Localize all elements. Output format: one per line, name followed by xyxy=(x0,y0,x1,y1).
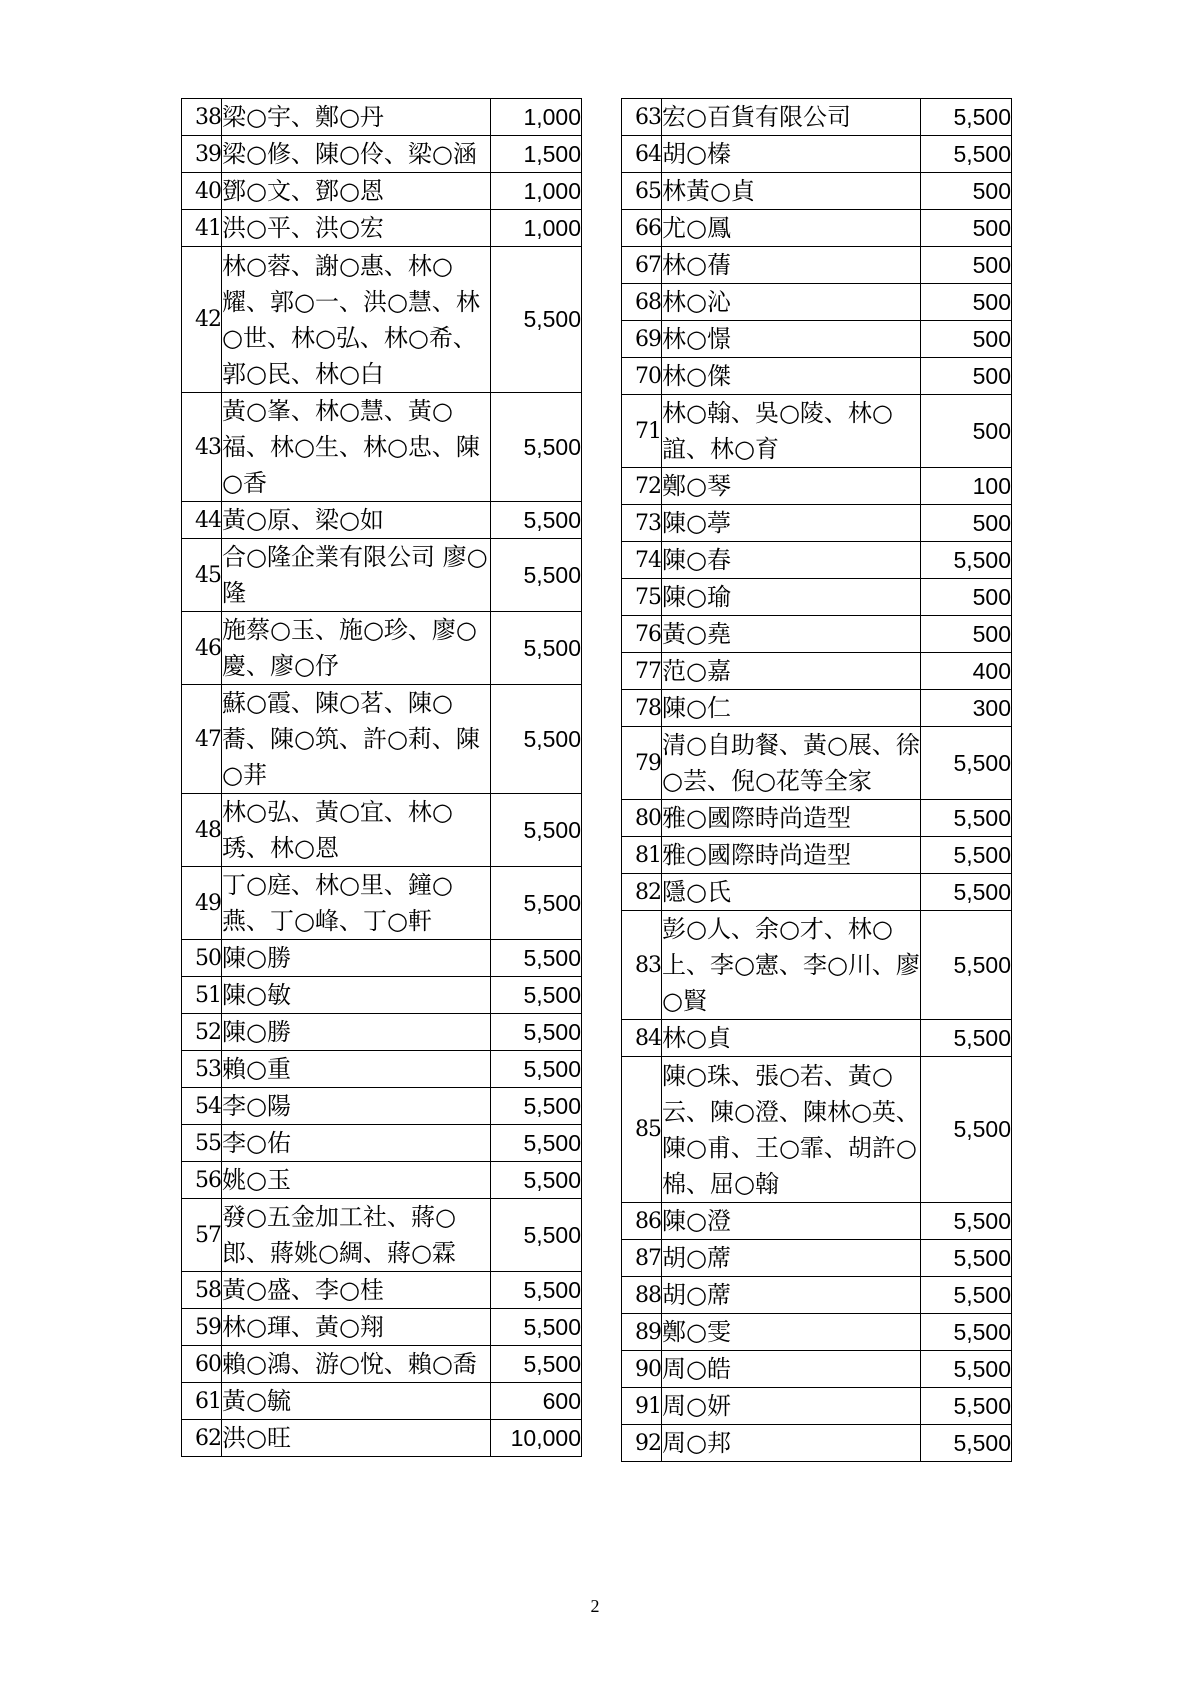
donor-name: 洪○旺 xyxy=(222,1420,491,1457)
row-number: 42 xyxy=(182,247,222,393)
table-row xyxy=(622,468,1012,505)
donor-name: 蘇○霞、陳○茗、陳○蕎、陳○筑、許○莉、陳○荓 xyxy=(222,685,491,794)
donor-name: 陳○珠、張○若、黃○云、陳○澄、陳林○英、陳○甫、王○霏、胡許○棉、屈○翰 xyxy=(662,1057,921,1203)
table-row xyxy=(622,837,1012,874)
donation-amount: 5,500 xyxy=(921,727,1012,800)
table-row xyxy=(182,1088,582,1125)
donation-amount: 5,500 xyxy=(491,502,582,539)
donation-amount: 5,500 xyxy=(921,1203,1012,1240)
row-number: 48 xyxy=(182,794,222,867)
row-number: 69 xyxy=(622,321,662,358)
donation-amount: 5,500 xyxy=(921,1240,1012,1277)
donation-amount: 5,500 xyxy=(921,1314,1012,1351)
donor-name: 李○陽 xyxy=(222,1088,491,1125)
table-row xyxy=(182,940,582,977)
row-number: 76 xyxy=(622,616,662,653)
table-row xyxy=(182,210,582,247)
row-number: 41 xyxy=(182,210,222,247)
donation-amount: 5,500 xyxy=(491,539,582,612)
donation-amount: 5,500 xyxy=(491,1199,582,1272)
donation-amount: 500 xyxy=(921,321,1012,358)
table-row xyxy=(182,977,582,1014)
table-row xyxy=(182,685,582,794)
donation-amount: 5,500 xyxy=(921,136,1012,173)
row-number: 54 xyxy=(182,1088,222,1125)
table-row xyxy=(622,358,1012,395)
donor-name: 陳○勝 xyxy=(222,940,491,977)
row-number: 67 xyxy=(622,247,662,284)
table-row xyxy=(622,284,1012,321)
row-number: 78 xyxy=(622,690,662,727)
row-number: 87 xyxy=(622,1240,662,1277)
table-row xyxy=(622,690,1012,727)
row-number: 75 xyxy=(622,579,662,616)
donor-table-left-body xyxy=(182,99,582,1457)
donor-name: 林○翰、吳○陵、林○誼、林○育 xyxy=(662,395,921,468)
row-number: 66 xyxy=(622,210,662,247)
row-number: 92 xyxy=(622,1425,662,1462)
table-row xyxy=(622,1203,1012,1240)
donor-name: 黃○原、梁○如 xyxy=(222,502,491,539)
donation-amount: 5,500 xyxy=(491,247,582,393)
donation-amount: 500 xyxy=(921,173,1012,210)
row-number: 47 xyxy=(182,685,222,794)
donation-amount: 5,500 xyxy=(921,1057,1012,1203)
table-row xyxy=(182,1420,582,1457)
table-row xyxy=(182,1051,582,1088)
donor-name: 林○傑 xyxy=(662,358,921,395)
donation-amount: 300 xyxy=(921,690,1012,727)
donor-name: 周○皓 xyxy=(662,1351,921,1388)
table-row xyxy=(622,727,1012,800)
row-number: 57 xyxy=(182,1199,222,1272)
table-row xyxy=(182,1346,582,1383)
row-number: 65 xyxy=(622,173,662,210)
donor-name: 丁○庭、林○里、鐘○燕、丁○峰、丁○軒 xyxy=(222,867,491,940)
table-row xyxy=(182,1309,582,1346)
donation-amount: 500 xyxy=(921,284,1012,321)
row-number: 45 xyxy=(182,539,222,612)
donation-amount: 5,500 xyxy=(491,794,582,867)
row-number: 43 xyxy=(182,393,222,502)
donor-name: 胡○蓆 xyxy=(662,1240,921,1277)
page-number: 2 xyxy=(590,1596,600,1616)
donation-amount: 1,000 xyxy=(491,99,582,136)
donor-name: 陳○澄 xyxy=(662,1203,921,1240)
donor-name: 陳○瑜 xyxy=(662,579,921,616)
row-number: 51 xyxy=(182,977,222,1014)
donor-name: 黃○峯、林○慧、黃○福、林○生、林○忠、陳○香 xyxy=(222,393,491,502)
donor-name: 施蔡○玉、施○珍、廖○慶、廖○伃 xyxy=(222,612,491,685)
row-number: 70 xyxy=(622,358,662,395)
donor-name: 林○蒨 xyxy=(662,247,921,284)
table-row xyxy=(182,1383,582,1420)
donation-amount: 5,500 xyxy=(491,1162,582,1199)
donor-name: 梁○宇、鄭○丹 xyxy=(222,99,491,136)
row-number: 53 xyxy=(182,1051,222,1088)
donor-name: 陳○葶 xyxy=(662,505,921,542)
donor-name: 黃○堯 xyxy=(662,616,921,653)
table-row xyxy=(622,395,1012,468)
donation-amount: 5,500 xyxy=(491,1014,582,1051)
donor-name: 李○佑 xyxy=(222,1125,491,1162)
row-number: 59 xyxy=(182,1309,222,1346)
donor-name: 鄭○雯 xyxy=(662,1314,921,1351)
table-row xyxy=(182,1162,582,1199)
donor-name: 尤○鳳 xyxy=(662,210,921,247)
donation-amount: 5,500 xyxy=(921,1351,1012,1388)
table-row xyxy=(622,653,1012,690)
donor-name: 林○弘、黃○宜、林○琇、林○恩 xyxy=(222,794,491,867)
row-number: 64 xyxy=(622,136,662,173)
donor-name: 彭○人、余○才、林○上、李○憲、李○川、廖○賢 xyxy=(662,911,921,1020)
table-row xyxy=(622,1314,1012,1351)
row-number: 49 xyxy=(182,867,222,940)
donor-name: 發○五金加工社、蔣○郎、蔣姚○綢、蔣○霖 xyxy=(222,1199,491,1272)
row-number: 56 xyxy=(182,1162,222,1199)
donor-name: 鄭○琴 xyxy=(662,468,921,505)
table-row xyxy=(622,1425,1012,1462)
donor-name: 胡○榛 xyxy=(662,136,921,173)
donation-amount: 5,500 xyxy=(921,542,1012,579)
table-row xyxy=(182,612,582,685)
table-row xyxy=(622,210,1012,247)
table-row xyxy=(182,1014,582,1051)
donation-amount: 5,500 xyxy=(491,1088,582,1125)
table-row xyxy=(182,247,582,393)
donor-table-left xyxy=(181,98,582,1457)
row-number: 38 xyxy=(182,99,222,136)
donor-name: 陳○春 xyxy=(662,542,921,579)
table-row xyxy=(622,1351,1012,1388)
row-number: 44 xyxy=(182,502,222,539)
donation-amount: 5,500 xyxy=(491,940,582,977)
row-number: 83 xyxy=(622,911,662,1020)
table-row xyxy=(182,794,582,867)
donation-amount: 1,000 xyxy=(491,210,582,247)
donor-name: 林○憬 xyxy=(662,321,921,358)
table-row xyxy=(622,99,1012,136)
row-number: 71 xyxy=(622,395,662,468)
table-row xyxy=(182,539,582,612)
donor-name: 范○嘉 xyxy=(662,653,921,690)
row-number: 86 xyxy=(622,1203,662,1240)
row-number: 81 xyxy=(622,837,662,874)
row-number: 63 xyxy=(622,99,662,136)
donation-amount: 5,500 xyxy=(921,1388,1012,1425)
table-row xyxy=(622,136,1012,173)
donor-name: 姚○玉 xyxy=(222,1162,491,1199)
table-row xyxy=(622,911,1012,1020)
table-row xyxy=(622,542,1012,579)
donation-amount: 1,000 xyxy=(491,173,582,210)
row-number: 88 xyxy=(622,1277,662,1314)
donor-name: 陳○仁 xyxy=(662,690,921,727)
table-row xyxy=(182,136,582,173)
row-number: 91 xyxy=(622,1388,662,1425)
donation-amount: 5,500 xyxy=(921,911,1012,1020)
donation-amount: 5,500 xyxy=(921,800,1012,837)
donor-name: 林○蓉、謝○惠、林○耀、郭○一、洪○慧、林○世、林○弘、林○希、郭○民、林○白 xyxy=(222,247,491,393)
table-row xyxy=(622,1277,1012,1314)
donation-amount: 5,500 xyxy=(491,1125,582,1162)
table-row xyxy=(622,505,1012,542)
row-number: 58 xyxy=(182,1272,222,1309)
table-row xyxy=(182,502,582,539)
row-number: 55 xyxy=(182,1125,222,1162)
donation-amount: 10,000 xyxy=(491,1420,582,1457)
donation-amount: 5,500 xyxy=(491,1272,582,1309)
donation-amount: 1,500 xyxy=(491,136,582,173)
donation-amount: 5,500 xyxy=(491,1051,582,1088)
donor-name: 林○琿、黃○翔 xyxy=(222,1309,491,1346)
donation-amount: 5,500 xyxy=(491,685,582,794)
donation-amount: 500 xyxy=(921,247,1012,284)
donor-table-right xyxy=(621,98,1012,1462)
table-row xyxy=(182,1125,582,1162)
donation-amount: 5,500 xyxy=(921,837,1012,874)
row-number: 90 xyxy=(622,1351,662,1388)
donation-amount: 5,500 xyxy=(491,867,582,940)
donation-amount: 500 xyxy=(921,505,1012,542)
donation-amount: 5,500 xyxy=(491,1346,582,1383)
row-number: 79 xyxy=(622,727,662,800)
donor-name: 胡○蓆 xyxy=(662,1277,921,1314)
donor-name: 周○邦 xyxy=(662,1425,921,1462)
row-number: 62 xyxy=(182,1420,222,1457)
donor-name: 黃○毓 xyxy=(222,1383,491,1420)
row-number: 73 xyxy=(622,505,662,542)
donor-name: 合○隆企業有限公司 廖○隆 xyxy=(222,539,491,612)
row-number: 74 xyxy=(622,542,662,579)
table-row xyxy=(182,1272,582,1309)
donor-table-right-body xyxy=(622,99,1012,1462)
row-number: 84 xyxy=(622,1020,662,1057)
donor-name: 賴○重 xyxy=(222,1051,491,1088)
row-number: 82 xyxy=(622,874,662,911)
donor-name: 隱○氏 xyxy=(662,874,921,911)
table-row xyxy=(182,1199,582,1272)
donor-name: 洪○平、洪○宏 xyxy=(222,210,491,247)
donor-name: 清○自助餐、黃○展、徐○芸、倪○花等全家 xyxy=(662,727,921,800)
table-row xyxy=(622,800,1012,837)
table-row xyxy=(622,579,1012,616)
donation-amount: 5,500 xyxy=(921,1425,1012,1462)
table-row xyxy=(622,1240,1012,1277)
donor-name: 黃○盛、李○桂 xyxy=(222,1272,491,1309)
donation-amount: 5,500 xyxy=(921,1277,1012,1314)
row-number: 89 xyxy=(622,1314,662,1351)
row-number: 68 xyxy=(622,284,662,321)
donation-amount: 5,500 xyxy=(921,1020,1012,1057)
donor-name: 周○妍 xyxy=(662,1388,921,1425)
donation-amount: 500 xyxy=(921,358,1012,395)
table-row xyxy=(622,1388,1012,1425)
donor-name: 賴○鴻、游○悅、賴○喬 xyxy=(222,1346,491,1383)
donation-amount: 500 xyxy=(921,210,1012,247)
donation-amount: 400 xyxy=(921,653,1012,690)
donation-amount: 500 xyxy=(921,395,1012,468)
donation-amount: 100 xyxy=(921,468,1012,505)
table-row xyxy=(622,173,1012,210)
donation-amount: 5,500 xyxy=(491,1309,582,1346)
donation-amount: 5,500 xyxy=(491,612,582,685)
table-row xyxy=(182,867,582,940)
row-number: 60 xyxy=(182,1346,222,1383)
table-row xyxy=(622,1020,1012,1057)
row-number: 80 xyxy=(622,800,662,837)
row-number: 46 xyxy=(182,612,222,685)
donor-name: 林○貞 xyxy=(662,1020,921,1057)
donation-amount: 5,500 xyxy=(491,393,582,502)
row-number: 72 xyxy=(622,468,662,505)
table-row xyxy=(182,173,582,210)
table-row xyxy=(622,321,1012,358)
table-row xyxy=(622,616,1012,653)
donor-name: 陳○勝 xyxy=(222,1014,491,1051)
row-number: 77 xyxy=(622,653,662,690)
row-number: 61 xyxy=(182,1383,222,1420)
donor-name: 林黃○貞 xyxy=(662,173,921,210)
donation-amount: 500 xyxy=(921,579,1012,616)
row-number: 39 xyxy=(182,136,222,173)
donor-name: 雅○國際時尚造型 xyxy=(662,837,921,874)
donor-name: 宏○百貨有限公司 xyxy=(662,99,921,136)
row-number: 40 xyxy=(182,173,222,210)
table-row xyxy=(182,393,582,502)
donor-name: 鄧○文、鄧○恩 xyxy=(222,173,491,210)
table-row xyxy=(622,1057,1012,1203)
donation-amount: 5,500 xyxy=(921,99,1012,136)
row-number: 50 xyxy=(182,940,222,977)
donation-amount: 600 xyxy=(491,1383,582,1420)
donation-amount: 5,500 xyxy=(491,977,582,1014)
donation-amount: 500 xyxy=(921,616,1012,653)
table-row xyxy=(182,99,582,136)
table-row xyxy=(622,874,1012,911)
row-number: 52 xyxy=(182,1014,222,1051)
table-row xyxy=(622,247,1012,284)
donor-name: 梁○修、陳○伶、梁○涵 xyxy=(222,136,491,173)
donor-name: 陳○敏 xyxy=(222,977,491,1014)
donor-name: 雅○國際時尚造型 xyxy=(662,800,921,837)
donor-name: 林○沁 xyxy=(662,284,921,321)
donation-amount: 5,500 xyxy=(921,874,1012,911)
row-number: 85 xyxy=(622,1057,662,1203)
